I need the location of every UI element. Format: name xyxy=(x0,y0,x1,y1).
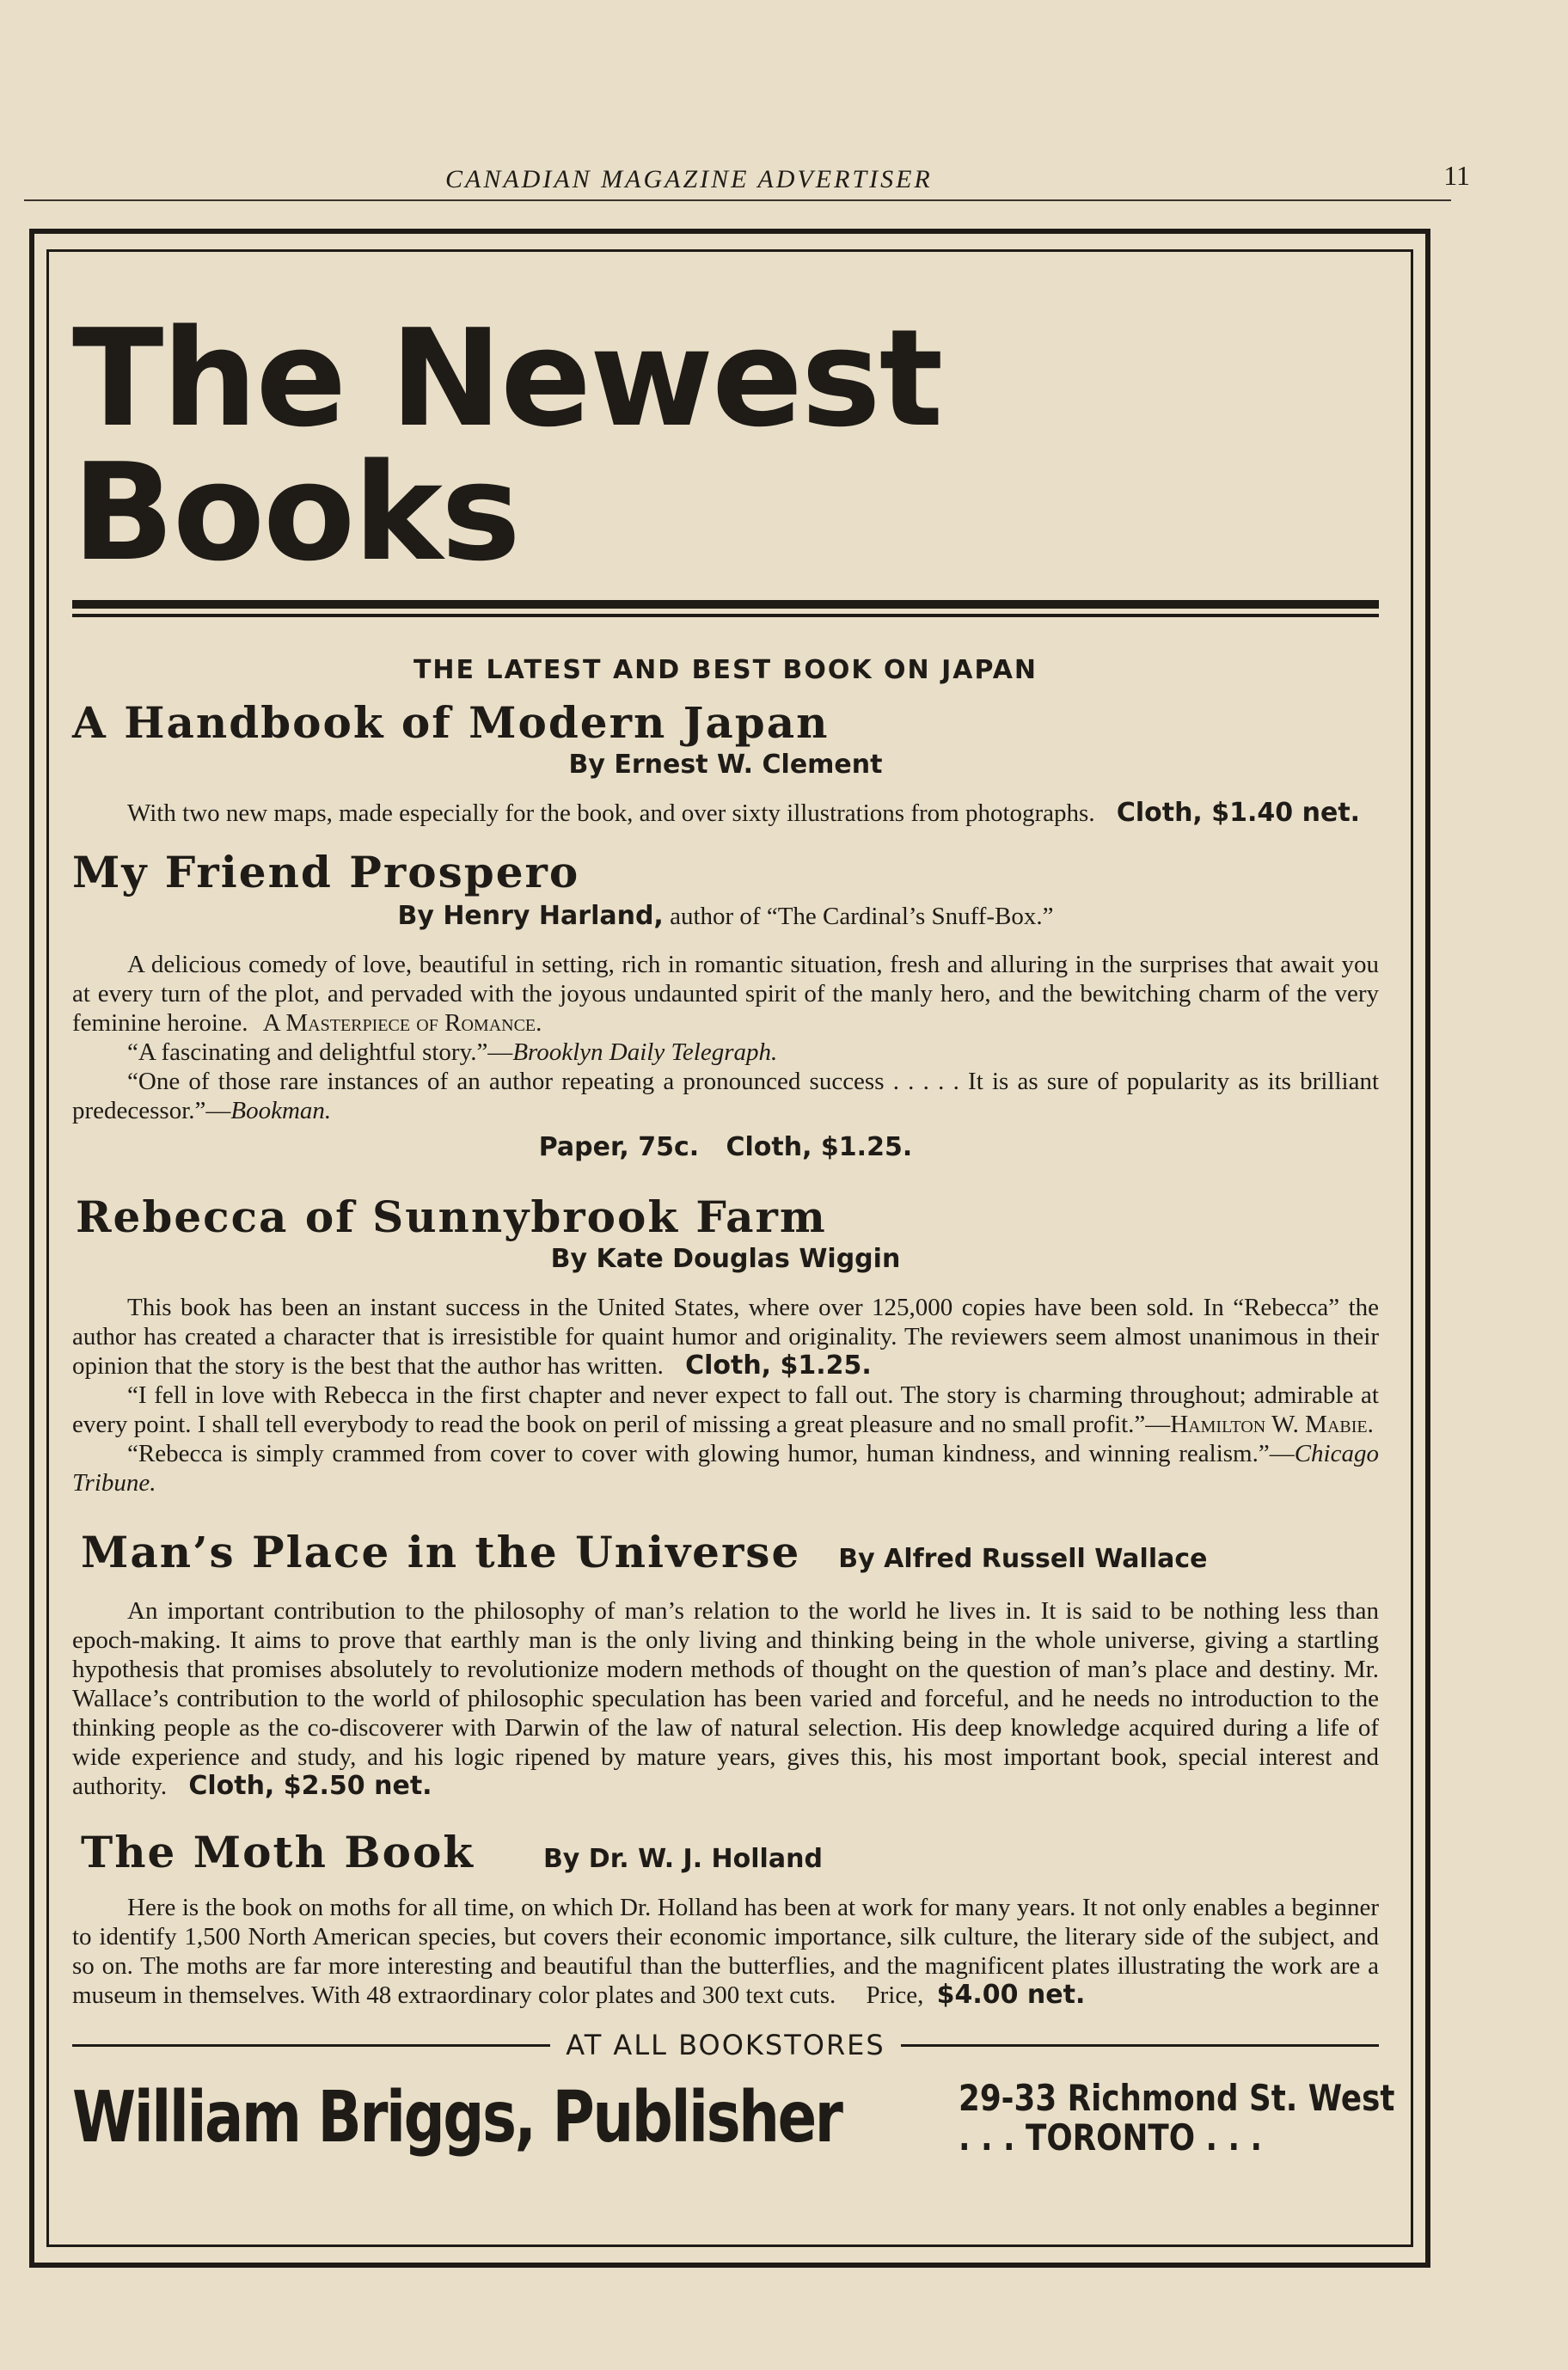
book-heading-row xyxy=(72,1527,1379,1577)
masterpiece-note: A Masterpiece of Romance. xyxy=(262,1009,542,1037)
publisher-imprint xyxy=(72,2076,1395,2159)
book-price: Paper, 75c. Cloth, $1.25. xyxy=(538,1132,913,1162)
book-entry xyxy=(72,697,1379,828)
page-number: 11 xyxy=(1443,160,1470,191)
headline-rule-thin xyxy=(72,614,1379,617)
book-price: Cloth, $1.25. xyxy=(685,1350,872,1381)
quote-text: “I fell in love with Rebecca in the first chapter and never expect to fall out. The story is charming throughout; admirable at every point. I shall tell everybody to read the book on peril of missing a great pleasure and no small profit.”— xyxy=(72,1381,1379,1438)
book-heading-row xyxy=(72,1827,1379,1877)
quote-text: “Rebecca is simply crammed from cover to cover with glowing humor, human kindness, and winning realism.”— xyxy=(127,1440,1295,1467)
review-quote xyxy=(72,1067,1379,1125)
running-header-title: CANADIAN MAGAZINE ADVERTISER xyxy=(445,165,933,193)
book-description xyxy=(72,950,1379,1038)
book-price: Cloth, $2.50 net. xyxy=(188,1771,432,1801)
book-entry xyxy=(72,1527,1379,1801)
publisher-address xyxy=(958,2076,1395,2159)
byline-rest: author of “The Cardinal’s Snuff-Box.” xyxy=(663,903,1054,930)
book-entry xyxy=(72,1827,1379,2010)
book-title: Man’s Place in the Universe xyxy=(81,1527,801,1577)
book-description xyxy=(72,1596,1379,1801)
price-label: Price, xyxy=(866,1981,924,2009)
quote-source: Brooklyn Daily Telegraph. xyxy=(512,1038,778,1066)
quote-source: Bookman. xyxy=(230,1097,332,1124)
book-title: The Moth Book xyxy=(81,1827,475,1877)
quote-source: Chicago Tribune. xyxy=(72,1440,1379,1497)
bookstores-rule-right xyxy=(901,2044,1379,2047)
quote-text: “One of those rare instances of an author repeating a pronounced success . . . . . It is as sure of popularity as its brilliant predecessor.”— xyxy=(72,1068,1379,1124)
book-description xyxy=(72,1293,1379,1381)
address-line-2: . . . TORONTO . . . xyxy=(958,2116,1262,2159)
bookstores-label: AT ALL BOOKSTORES xyxy=(566,2029,885,2061)
bookstores-rule-left xyxy=(72,2044,550,2047)
byline-author: By Henry Harland, xyxy=(397,901,664,931)
book-description xyxy=(72,1893,1379,2010)
description-text: Here is the book on moths for all time, on which Dr. Holland has been at work for many years. It not only enables a beginner to identify 1,500 North American species, but covers their economic importance, silk culture, the literary side of the subject, and so on. The moths are far more interesting and beautiful than the butterflies, and the magnificent plates illustrating the work are a museum in themselves. With 48 extraordinary color plates and 300 text cuts. xyxy=(72,1894,1379,2009)
book-byline: By Dr. W. J. Holland xyxy=(542,1844,823,1874)
kicker: THE LATEST AND BEST BOOK ON JAPAN xyxy=(413,655,1038,685)
book-title: My Friend Prospero xyxy=(72,847,580,897)
review-quote xyxy=(72,1381,1379,1439)
bookstores-banner xyxy=(72,2029,1379,2061)
book-entry xyxy=(72,1191,1379,1497)
book-price: Cloth, $1.40 net. xyxy=(1116,798,1361,828)
address-line-1: 29-33 Richmond St. West xyxy=(958,2076,1395,2119)
description-text: An important contribution to the philosophy of man’s relation to the world he lives in. It is said to be nothing less than epoch-making. It aims to prove that earthly man is the only living and thinking being in the whole universe, giving a startling hypothesis that promises absolutely to revolutionize modern methods of thought on the question of man’s place and destiny. Mr. Wallace’s contribution to the world of philosophic speculation has been varied and forceful, and he needs no introduction to the thinking people as the co-discoverer with Darwin of the law of natural selection. His deep knowledge acquired during a life of wide experience and study, and his logic ripened by mature years, gives this, his most important book, special interest and authority. xyxy=(72,1597,1379,1800)
book-byline: By Alfred Russell Wallace xyxy=(838,1544,1208,1574)
book-byline: By Ernest W. Clement xyxy=(568,750,883,780)
description-text: A delicious comedy of love, beautiful in setting, rich in romantic situation, fresh and alluring in the surprises that await you at every turn of the plot, and pervaded with the joyous undaunted spirit of the manly hero, and the bewitching charm of the very feminine heroine. xyxy=(72,951,1379,1037)
book-description xyxy=(72,799,1379,828)
quote-source: Hamilton W. Mabie. xyxy=(1170,1411,1374,1438)
running-header xyxy=(24,156,1470,201)
book-byline xyxy=(72,901,1379,931)
book-entry xyxy=(72,847,1379,1162)
book-title: A Handbook of Modern Japan xyxy=(72,697,830,748)
description-text: This book has been an instant success in the United States, where over 125,000 copies have been sold. In “Rebecca” the author has created a character that is irresistible for quaint humor and originality. The reviewers seem almost unanimous in their opinion that the story is the best that the author has written. xyxy=(72,1294,1379,1380)
quote-text: “A fascinating and delightful story.”— xyxy=(127,1038,513,1066)
headline: The Newest Books xyxy=(72,300,942,591)
book-title: Rebecca of Sunnybrook Farm xyxy=(76,1191,827,1242)
headline-rule-thick xyxy=(72,600,1379,609)
publisher-name: William Briggs, Publisher xyxy=(72,2077,842,2159)
review-quote xyxy=(72,1038,1379,1067)
advertisement-content xyxy=(72,300,1395,2159)
description-text: With two new maps, made especially for the book, and over sixty illustrations from photographs. xyxy=(127,799,1095,827)
book-price: $4.00 net. xyxy=(936,1980,1086,2010)
book-byline: By Kate Douglas Wiggin xyxy=(550,1244,901,1274)
review-quote xyxy=(72,1439,1379,1497)
